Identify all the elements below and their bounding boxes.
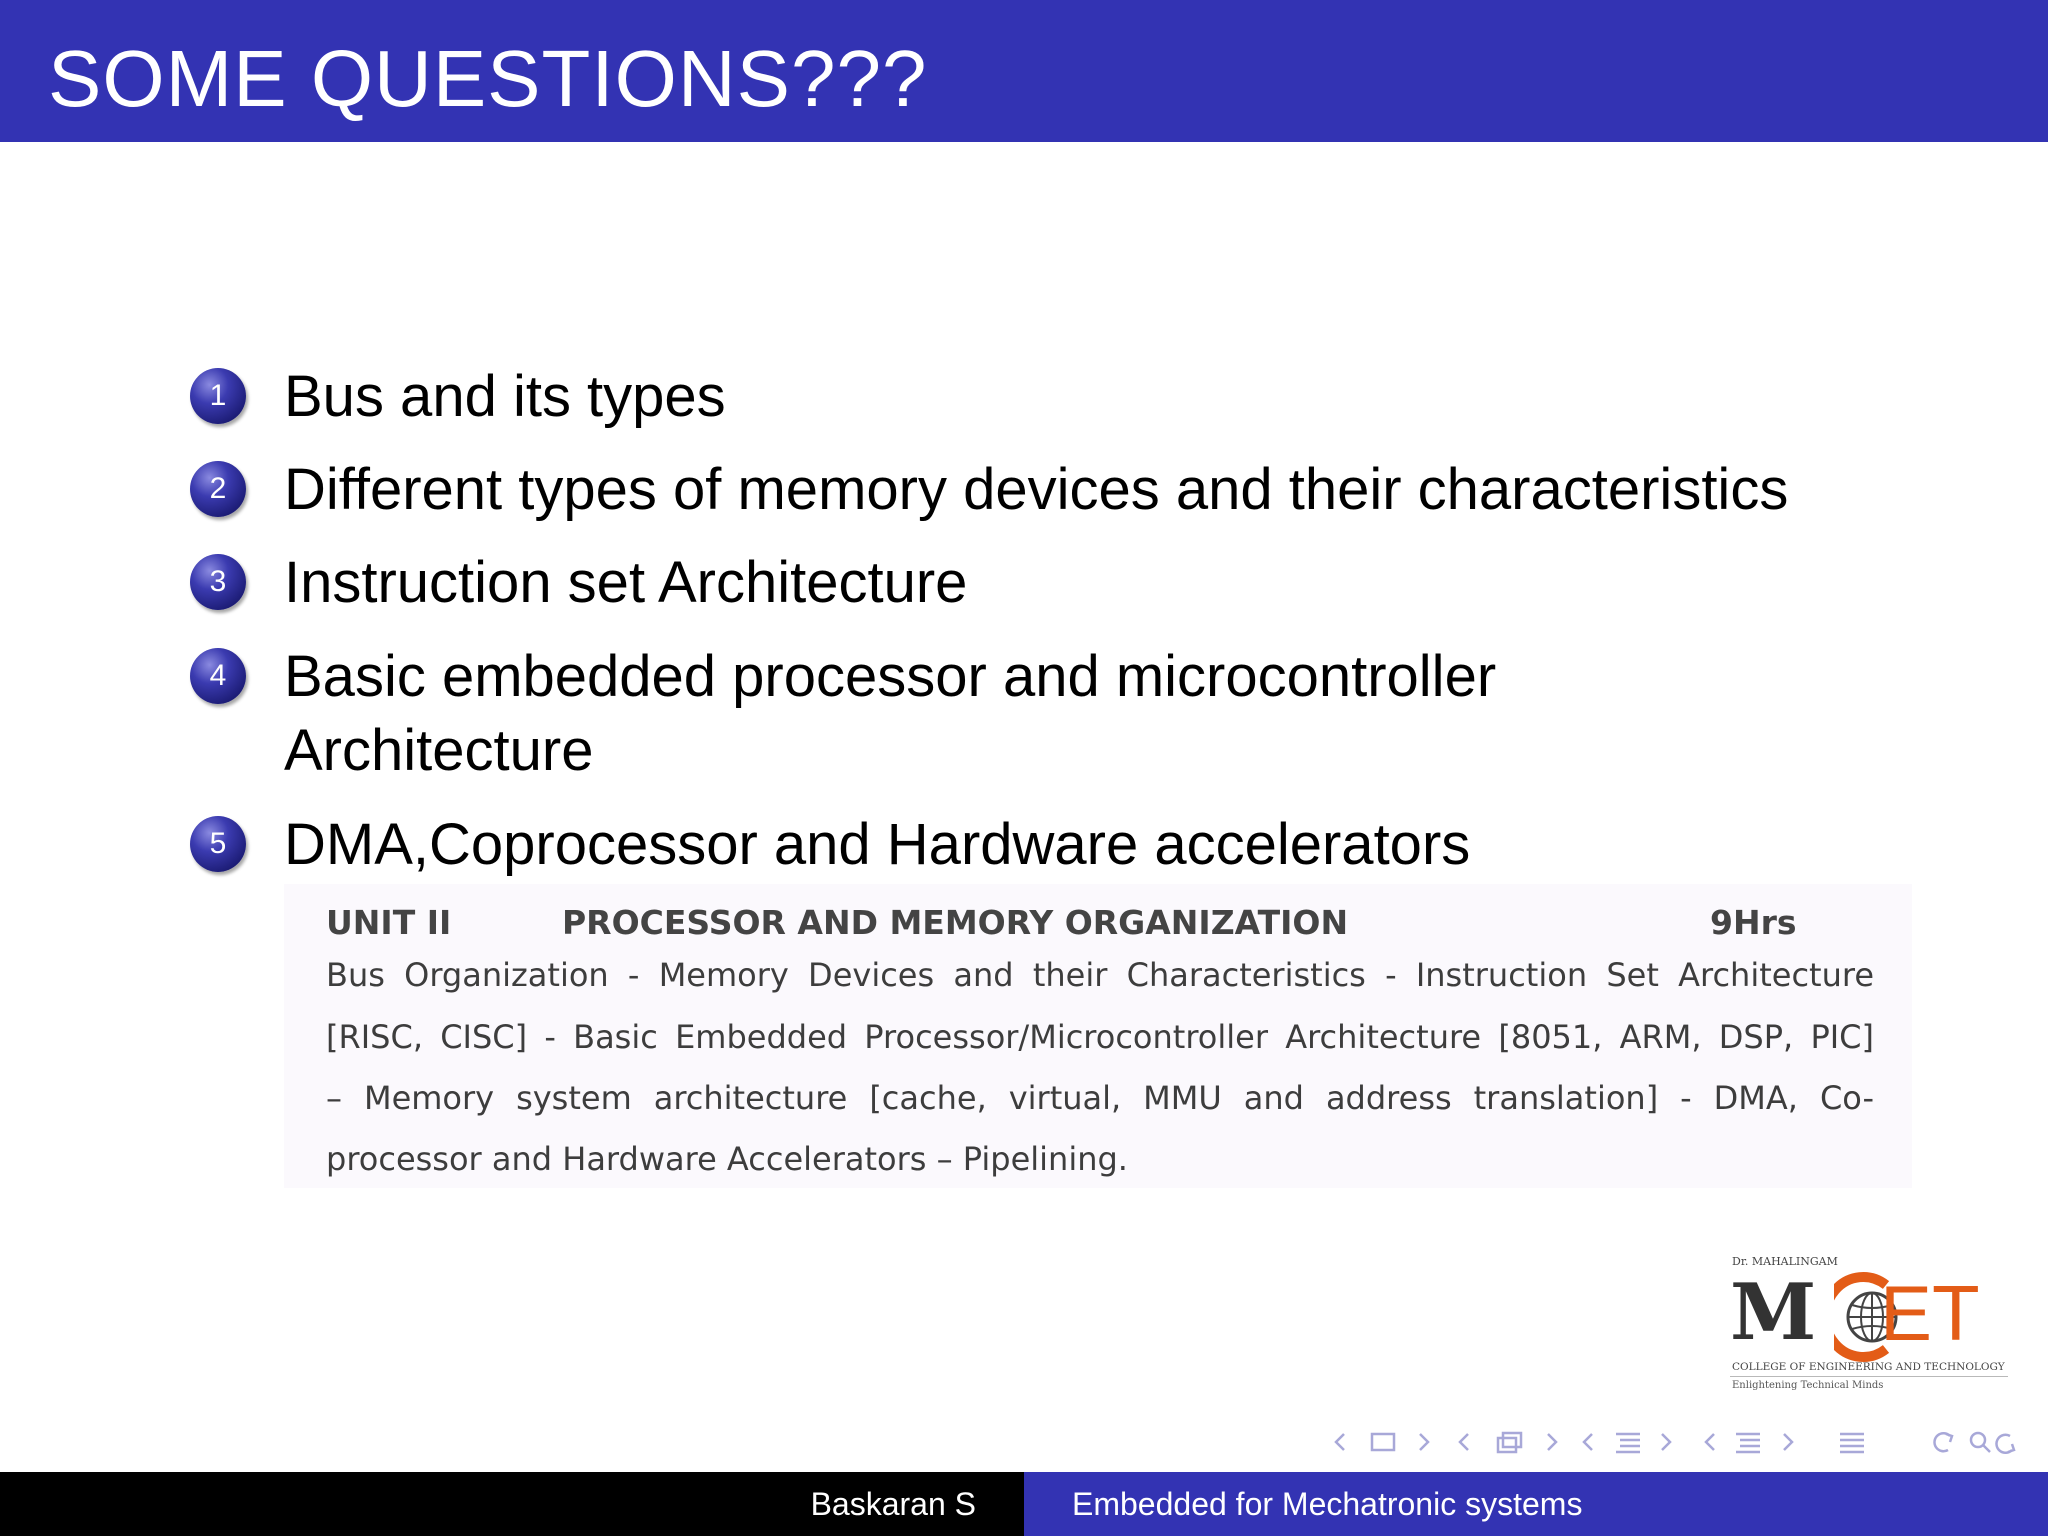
- syllabus-line: [RISC, CISC] - Basic Embedded Processor/Microcontroller Architecture [8051, ARM, DSP, PIC]: [326, 1018, 1874, 1056]
- list-number-badge: 2: [190, 461, 246, 517]
- beamer-navigation-bar: [1330, 1424, 2040, 1460]
- nav-section-icon[interactable]: [1578, 1424, 1698, 1460]
- syllabus-unit-heading: [326, 898, 1866, 948]
- college-logo: [1730, 1255, 2010, 1395]
- list-item-text: Basic embedded processor and microcontroller Architecture: [284, 644, 1497, 783]
- logo-letter-m: M: [1730, 1267, 1817, 1358]
- logo-college-name: COLLEGE OF ENGINEERING AND TECHNOLOGY: [1732, 1361, 2005, 1373]
- list-item-text: Different types of memory devices and their characteristics: [284, 457, 1789, 522]
- list-number-badge: 4: [190, 648, 246, 704]
- logo-divider: [1730, 1376, 2008, 1377]
- logo-tagline: Enlightening Technical Minds: [1732, 1380, 1884, 1391]
- list-number-badge: 5: [190, 816, 246, 872]
- footer-author: Baskaran S: [0, 1472, 1024, 1536]
- logo-small-text: Dr. MAHALINGAM: [1732, 1255, 1838, 1268]
- list-number-badge: 1: [190, 368, 246, 424]
- list-number-badge: 3: [190, 554, 246, 610]
- nav-document-icon[interactable]: [1700, 1424, 1820, 1460]
- nav-search-icon[interactable]: [1924, 1424, 2036, 1460]
- title-bar: [0, 0, 2048, 142]
- syllabus-line: processor and Hardware Accelerators – Pipelining.: [326, 1140, 1128, 1178]
- slide-title: SOME QUESTIONS???: [48, 34, 928, 123]
- nav-appendix-icon[interactable]: [1832, 1424, 1872, 1460]
- list-item-text: DMA,Coprocessor and Hardware accelerators: [284, 812, 1471, 877]
- unit-hours: 9Hrs: [1710, 903, 1797, 942]
- syllabus-line: – Memory system architecture [cache, virtual, MMU and address translation] - DMA, Co-: [326, 1079, 1874, 1117]
- list-item-text: Instruction set Architecture: [284, 550, 968, 615]
- unit-title: PROCESSOR AND MEMORY ORGANIZATION: [562, 903, 1349, 942]
- syllabus-line: Bus Organization - Memory Devices and their Characteristics - Instruction Set Architecture: [326, 956, 1874, 994]
- unit-label: UNIT II: [326, 903, 452, 942]
- slide-footer: [0, 1472, 2048, 1536]
- footer-course-title: Embedded for Mechatronic systems: [1024, 1472, 2048, 1536]
- nav-frame-icon[interactable]: [1330, 1424, 1450, 1460]
- nav-subsection-icon[interactable]: [1454, 1424, 1574, 1460]
- list-item-text: Bus and its types: [284, 364, 726, 429]
- logo-letters-et: ET: [1880, 1269, 1980, 1357]
- syllabus-excerpt: [284, 884, 1912, 1188]
